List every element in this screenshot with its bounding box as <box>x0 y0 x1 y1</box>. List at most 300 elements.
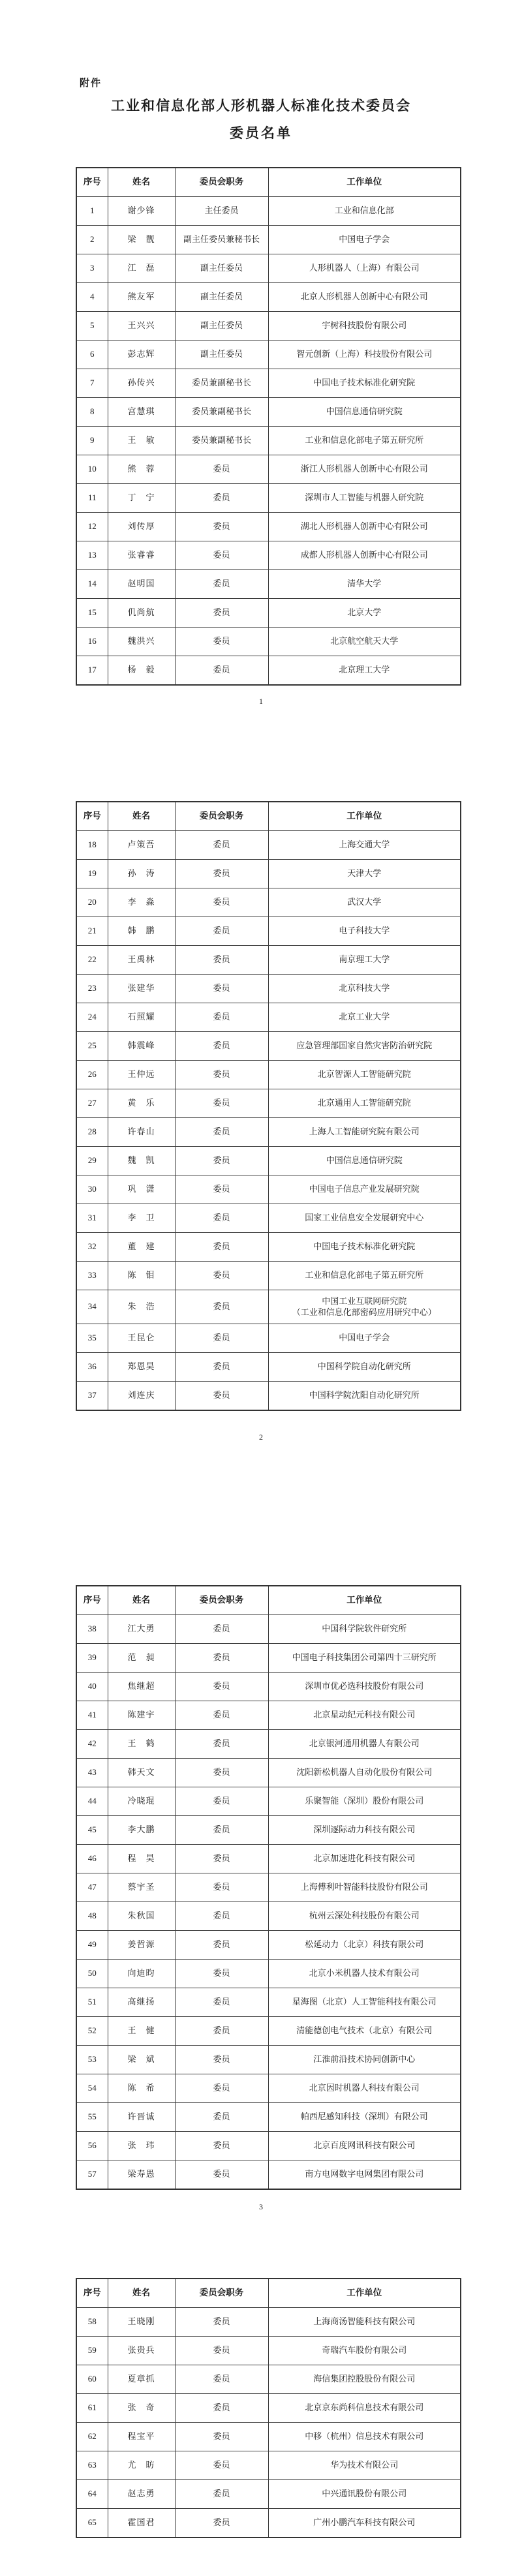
cell-name: 郑恩昊 <box>108 1353 175 1382</box>
cell-role: 委员 <box>175 1175 268 1204</box>
cell-no: 60 <box>76 2365 108 2394</box>
cell-org: 帕西尼感知科技（深圳）有限公司 <box>268 2103 461 2132</box>
cell-no: 37 <box>76 1382 108 1411</box>
cell-name: 彭志辉 <box>108 341 175 369</box>
table-row <box>76 513 461 541</box>
cell-name: 王 健 <box>108 2017 175 2046</box>
table-header-row <box>76 802 461 831</box>
member-table-page-3 <box>76 1585 461 2190</box>
cell-org: 海信集团控股股份有限公司 <box>268 2365 461 2394</box>
column-header-c-name: 姓名 <box>108 168 175 197</box>
cell-role: 委员 <box>175 1233 268 1262</box>
cell-org: 北京百度网讯科技有限公司 <box>268 2132 461 2160</box>
cell-org: 上海商汤智能科技有限公司 <box>268 2308 461 2337</box>
cell-name: 张贵兵 <box>108 2337 175 2365</box>
table-row <box>76 2451 461 2480</box>
cell-org: 智元创新（上海）科技股份有限公司 <box>268 341 461 369</box>
table-row <box>76 888 461 917</box>
cell-no: 23 <box>76 975 108 1003</box>
table-row <box>76 226 461 254</box>
page-number: 2 <box>259 1432 263 1442</box>
cell-no: 56 <box>76 2132 108 2160</box>
table-row <box>76 312 461 341</box>
cell-role: 委员 <box>175 2132 268 2160</box>
cell-org: 北京通用人工智能研究院 <box>268 1089 461 1118</box>
table-row <box>76 1061 461 1089</box>
cell-name: 王 鹤 <box>108 1730 175 1759</box>
cell-no: 5 <box>76 312 108 341</box>
cell-name: 孙 涛 <box>108 860 175 888</box>
table-row <box>76 1204 461 1233</box>
page-number: 3 <box>259 2202 263 2211</box>
cell-no: 26 <box>76 1061 108 1089</box>
doc-title: 工业和信息化部人形机器人标准化技术委员会 <box>111 98 411 114</box>
cell-no: 36 <box>76 1353 108 1382</box>
cell-org: 中国电子学会 <box>268 1324 461 1353</box>
cell-name: 梁 靓 <box>108 226 175 254</box>
cell-name: 李 卫 <box>108 1204 175 1233</box>
column-header-c-role: 委员会职务 <box>175 2279 268 2308</box>
cell-org: 中国电子技术标准化研究院 <box>268 1233 461 1262</box>
cell-org: 北京星动纪元科技有限公司 <box>268 1701 461 1730</box>
cell-role: 委员 <box>175 541 268 570</box>
cell-no: 39 <box>76 1644 108 1673</box>
table-row <box>76 369 461 398</box>
cell-org: 上海交通大学 <box>268 831 461 860</box>
column-header-c-org: 工作单位 <box>268 168 461 197</box>
org-line2: （工业和信息化部密码应用研究中心） <box>292 1307 437 1317</box>
cell-org: 中国信息通信研究院 <box>268 1147 461 1175</box>
table-row <box>76 1262 461 1290</box>
cell-role: 委员 <box>175 1204 268 1233</box>
cell-name: 王昆仑 <box>108 1324 175 1353</box>
cell-org: 杭州云深处科技股份有限公司 <box>268 1902 461 1931</box>
cell-role: 副主任委员 <box>175 283 268 312</box>
cell-name: 韩震峰 <box>108 1032 175 1061</box>
cell-no: 8 <box>76 398 108 427</box>
cell-no: 50 <box>76 1960 108 1988</box>
table-row <box>76 2046 461 2074</box>
cell-org: 中国电子技术标准化研究院 <box>268 369 461 398</box>
cell-role: 委员 <box>175 2103 268 2132</box>
cell-org: 中国电子信息产业发展研究院 <box>268 1175 461 1204</box>
table-row <box>76 1673 461 1701</box>
table-row <box>76 599 461 628</box>
cell-role: 委员 <box>175 2074 268 2103</box>
cell-name: 刘连庆 <box>108 1382 175 1411</box>
cell-org: 北京因时机器人科技有限公司 <box>268 2074 461 2103</box>
cell-org: 上海人工智能研究院有限公司 <box>268 1118 461 1147</box>
cell-org: 人形机器人（上海）有限公司 <box>268 254 461 283</box>
table-row <box>76 1988 461 2017</box>
cell-name: 陈 希 <box>108 2074 175 2103</box>
column-header-c-org: 工作单位 <box>268 2279 461 2308</box>
cell-role: 委员兼副秘书长 <box>175 369 268 398</box>
cell-role: 委员 <box>175 1845 268 1873</box>
cell-no: 35 <box>76 1324 108 1353</box>
table-row <box>76 831 461 860</box>
cell-no: 62 <box>76 2423 108 2451</box>
cell-no: 3 <box>76 254 108 283</box>
cell-no: 48 <box>76 1902 108 1931</box>
cell-no: 13 <box>76 541 108 570</box>
cell-name: 江大勇 <box>108 1615 175 1644</box>
cell-name: 李 淼 <box>108 888 175 917</box>
cell-name: 夏章抓 <box>108 2365 175 2394</box>
cell-no: 33 <box>76 1262 108 1290</box>
cell-no: 19 <box>76 860 108 888</box>
table-row <box>76 1353 461 1382</box>
cell-name: 尤 昉 <box>108 2451 175 2480</box>
cell-org: 应急管理部国家自然灾害防治研究院 <box>268 1032 461 1061</box>
cell-org: 深圳逐际动力科技有限公司 <box>268 1816 461 1845</box>
cell-no: 45 <box>76 1816 108 1845</box>
cell-no: 42 <box>76 1730 108 1759</box>
table-row <box>76 2394 461 2423</box>
cell-name: 黄 乐 <box>108 1089 175 1118</box>
cell-name: 程宝平 <box>108 2423 175 2451</box>
cell-org: 北京人形机器人创新中心有限公司 <box>268 283 461 312</box>
cell-role: 委员 <box>175 1960 268 1988</box>
cell-role: 委员 <box>175 2308 268 2337</box>
cell-org <box>268 1290 461 1324</box>
cell-no: 64 <box>76 2480 108 2509</box>
cell-no: 47 <box>76 1873 108 1902</box>
cell-no: 21 <box>76 917 108 946</box>
cell-role: 委员 <box>175 1089 268 1118</box>
cell-org: 中国信息通信研究院 <box>268 398 461 427</box>
cell-name: 梁 斌 <box>108 2046 175 2074</box>
cell-no: 57 <box>76 2160 108 2190</box>
cell-name: 张 玮 <box>108 2132 175 2160</box>
cell-role: 副主任委员 <box>175 312 268 341</box>
cell-name: 王禹林 <box>108 946 175 975</box>
cell-name: 程 昊 <box>108 1845 175 1873</box>
cell-name: 蔡宇圣 <box>108 1873 175 1902</box>
cell-org: 深圳市优必选科技股份有限公司 <box>268 1673 461 1701</box>
cell-name: 韩天文 <box>108 1759 175 1787</box>
cell-role: 委员 <box>175 513 268 541</box>
cell-no: 4 <box>76 283 108 312</box>
cell-role: 委员 <box>175 484 268 513</box>
cell-role: 委员 <box>175 888 268 917</box>
cell-name: 杨 毅 <box>108 656 175 686</box>
cell-no: 46 <box>76 1845 108 1873</box>
table-row <box>76 1118 461 1147</box>
table-row <box>76 1730 461 1759</box>
cell-role: 委员 <box>175 1902 268 1931</box>
column-header-c-no: 序号 <box>76 1586 108 1615</box>
cell-name: 卢策吾 <box>108 831 175 860</box>
cell-org: 工业和信息化部电子第五研究所 <box>268 427 461 455</box>
cell-org: 星海图（北京）人工智能科技有限公司 <box>268 1988 461 2017</box>
cell-org: 北京加速进化科技有限公司 <box>268 1845 461 1873</box>
cell-role: 委员 <box>175 2337 268 2365</box>
cell-name: 范 昶 <box>108 1644 175 1673</box>
table-row <box>76 341 461 369</box>
table-row <box>76 1032 461 1061</box>
cell-no: 9 <box>76 427 108 455</box>
table-row <box>76 628 461 656</box>
cell-no: 31 <box>76 1204 108 1233</box>
table-row <box>76 2308 461 2337</box>
cell-org: 浙江人形机器人创新中心有限公司 <box>268 455 461 484</box>
cell-name: 王仲远 <box>108 1061 175 1089</box>
cell-no: 14 <box>76 570 108 599</box>
cell-role: 委员 <box>175 1673 268 1701</box>
cell-name: 熊友军 <box>108 283 175 312</box>
page-number: 1 <box>259 697 263 706</box>
table-row <box>76 541 461 570</box>
cell-name: 姜哲源 <box>108 1931 175 1960</box>
org-line1: 中国工业互联网研究院 <box>322 1296 407 1307</box>
table-row <box>76 2017 461 2046</box>
table-row <box>76 2509 461 2538</box>
cell-no: 34 <box>76 1290 108 1324</box>
cell-role: 委员 <box>175 1147 268 1175</box>
cell-role: 委员 <box>175 2046 268 2074</box>
table-header-row <box>76 1586 461 1615</box>
cell-role: 委员 <box>175 1759 268 1787</box>
cell-org: 江淮前沿技术协同创新中心 <box>268 2046 461 2074</box>
cell-org: 中国科学院沈阳自动化研究所 <box>268 1382 461 1411</box>
cell-name: 王兴兴 <box>108 312 175 341</box>
cell-org: 工业和信息化部 <box>268 197 461 226</box>
table-row <box>76 975 461 1003</box>
cell-org: 工业和信息化部电子第五研究所 <box>268 1262 461 1290</box>
member-table-page-4 <box>76 2278 461 2538</box>
cell-no: 11 <box>76 484 108 513</box>
cell-no: 51 <box>76 1988 108 2017</box>
column-header-c-name: 姓名 <box>108 2279 175 2308</box>
cell-role: 委员 <box>175 1931 268 1960</box>
cell-name: 朱秋国 <box>108 1902 175 1931</box>
cell-no: 29 <box>76 1147 108 1175</box>
cell-org: 中国电子学会 <box>268 226 461 254</box>
cell-role: 副主任委员 <box>175 254 268 283</box>
cell-no: 40 <box>76 1673 108 1701</box>
column-header-c-role: 委员会职务 <box>175 802 268 831</box>
cell-role: 委员 <box>175 1615 268 1644</box>
cell-name: 冷晓琨 <box>108 1787 175 1816</box>
table-row <box>76 1816 461 1845</box>
cell-role: 委员 <box>175 2365 268 2394</box>
cell-name: 高继扬 <box>108 1988 175 2017</box>
cell-role: 委员 <box>175 656 268 686</box>
cell-no: 44 <box>76 1787 108 1816</box>
table-row <box>76 1931 461 1960</box>
cell-role: 委员 <box>175 1353 268 1382</box>
cell-no: 63 <box>76 2451 108 2480</box>
cell-org: 乐聚智能（深圳）股份有限公司 <box>268 1787 461 1816</box>
cell-org: 南京理工大学 <box>268 946 461 975</box>
cell-role: 主任委员 <box>175 197 268 226</box>
cell-name: 许晋诚 <box>108 2103 175 2132</box>
cell-role: 委员 <box>175 1644 268 1673</box>
cell-role: 委员 <box>175 975 268 1003</box>
cell-role: 委员 <box>175 1324 268 1353</box>
cell-name: 张建华 <box>108 975 175 1003</box>
table-row <box>76 946 461 975</box>
cell-no: 49 <box>76 1931 108 1960</box>
table-row <box>76 656 461 686</box>
table-row <box>76 1902 461 1931</box>
cell-role: 委员 <box>175 2423 268 2451</box>
cell-role: 委员 <box>175 1701 268 1730</box>
cell-name: 张睿睿 <box>108 541 175 570</box>
table-row <box>76 1960 461 1988</box>
cell-no: 15 <box>76 599 108 628</box>
cell-no: 53 <box>76 2046 108 2074</box>
cell-role: 委员 <box>175 1988 268 2017</box>
cell-name: 丁 宁 <box>108 484 175 513</box>
table-row <box>76 1089 461 1118</box>
cell-no: 59 <box>76 2337 108 2365</box>
table-row <box>76 2365 461 2394</box>
table-row <box>76 1787 461 1816</box>
cell-org: 北京京东尚科信息技术有限公司 <box>268 2394 461 2423</box>
cell-role: 委员 <box>175 2394 268 2423</box>
cell-no: 52 <box>76 2017 108 2046</box>
table-header-row <box>76 2279 461 2308</box>
cell-name: 刘传厚 <box>108 513 175 541</box>
cell-org: 中移（杭州）信息技术有限公司 <box>268 2423 461 2451</box>
column-header-c-no: 序号 <box>76 802 108 831</box>
table-header-row <box>76 168 461 197</box>
cell-name: 魏 凯 <box>108 1147 175 1175</box>
cell-org: 北京银河通用机器人有限公司 <box>268 1730 461 1759</box>
cell-name: 赵志勇 <box>108 2480 175 2509</box>
cell-name: 谢少锋 <box>108 197 175 226</box>
table-row <box>76 455 461 484</box>
doc-subtitle: 委员名单 <box>230 125 292 141</box>
cell-role: 委员 <box>175 917 268 946</box>
cell-role: 委员 <box>175 860 268 888</box>
cell-role: 委员 <box>175 2160 268 2190</box>
cell-org: 武汉大学 <box>268 888 461 917</box>
cell-no: 25 <box>76 1032 108 1061</box>
cell-org: 上海傅利叶智能科技股份有限公司 <box>268 1873 461 1902</box>
cell-role: 委员 <box>175 1290 268 1324</box>
table-row <box>76 917 461 946</box>
cell-no: 65 <box>76 2509 108 2538</box>
cell-role: 委员 <box>175 946 268 975</box>
cell-no: 38 <box>76 1615 108 1644</box>
cell-org: 南方电网数字电网集团有限公司 <box>268 2160 461 2190</box>
table-row <box>76 2074 461 2103</box>
cell-role: 副主任委员兼秘书长 <box>175 226 268 254</box>
column-header-c-role: 委员会职务 <box>175 168 268 197</box>
cell-no: 41 <box>76 1701 108 1730</box>
cell-org: 北京智源人工智能研究院 <box>268 1061 461 1089</box>
cell-org: 北京工业大学 <box>268 1003 461 1032</box>
cell-no: 20 <box>76 888 108 917</box>
column-header-c-no: 序号 <box>76 2279 108 2308</box>
cell-no: 58 <box>76 2308 108 2337</box>
cell-name: 焦继超 <box>108 1673 175 1701</box>
cell-role: 委员 <box>175 1816 268 1845</box>
table-row <box>76 2480 461 2509</box>
cell-name: 石照耀 <box>108 1003 175 1032</box>
cell-role: 委员 <box>175 455 268 484</box>
cell-name: 巩 潇 <box>108 1175 175 1204</box>
cell-role: 委员 <box>175 1032 268 1061</box>
cell-name: 朱 浩 <box>108 1290 175 1324</box>
cell-no: 6 <box>76 341 108 369</box>
cell-name: 陈 钼 <box>108 1262 175 1290</box>
cell-org: 中国电子科技集团公司第四十三研究所 <box>268 1644 461 1673</box>
cell-no: 17 <box>76 656 108 686</box>
cell-org: 清能德创电气技术（北京）有限公司 <box>268 2017 461 2046</box>
column-header-c-no: 序号 <box>76 168 108 197</box>
cell-no: 30 <box>76 1175 108 1204</box>
cell-name: 董 建 <box>108 1233 175 1262</box>
cell-name: 孙传兴 <box>108 369 175 398</box>
cell-role: 委员 <box>175 2509 268 2538</box>
cell-no: 55 <box>76 2103 108 2132</box>
column-header-c-role: 委员会职务 <box>175 1586 268 1615</box>
cell-org: 电子科技大学 <box>268 917 461 946</box>
cell-org: 沈阳新松机器人自动化股份有限公司 <box>268 1759 461 1787</box>
cell-no: 24 <box>76 1003 108 1032</box>
table-row <box>76 197 461 226</box>
cell-org: 北京科技大学 <box>268 975 461 1003</box>
cell-name: 霍国君 <box>108 2509 175 2538</box>
cell-role: 委员 <box>175 1061 268 1089</box>
table-row <box>76 484 461 513</box>
table-row <box>76 1873 461 1902</box>
cell-role: 委员 <box>175 1262 268 1290</box>
cell-no: 18 <box>76 831 108 860</box>
table-row <box>76 1003 461 1032</box>
cell-no: 16 <box>76 628 108 656</box>
table-row <box>76 1845 461 1873</box>
cell-name: 仉尚航 <box>108 599 175 628</box>
table-row <box>76 1175 461 1204</box>
table-row <box>76 2160 461 2190</box>
cell-no: 32 <box>76 1233 108 1262</box>
table-row <box>76 2132 461 2160</box>
table-row <box>76 1233 461 1262</box>
cell-role: 委员 <box>175 1003 268 1032</box>
column-header-c-name: 姓名 <box>108 1586 175 1615</box>
cell-role: 委员 <box>175 599 268 628</box>
cell-org: 北京理工大学 <box>268 656 461 686</box>
member-table-page-2 <box>76 801 461 1411</box>
cell-role: 副主任委员 <box>175 341 268 369</box>
cell-org: 北京大学 <box>268 599 461 628</box>
cell-name: 李大鹏 <box>108 1816 175 1845</box>
table-row <box>76 1382 461 1411</box>
cell-name: 陈建宇 <box>108 1701 175 1730</box>
attachment-label: 附件 <box>80 78 102 89</box>
cell-org: 奇瑞汽车股份有限公司 <box>268 2337 461 2365</box>
cell-no: 12 <box>76 513 108 541</box>
cell-org: 中国科学院自动化研究所 <box>268 1353 461 1382</box>
column-header-c-org: 工作单位 <box>268 1586 461 1615</box>
cell-name: 梁寿愚 <box>108 2160 175 2190</box>
table-row <box>76 1644 461 1673</box>
cell-no: 22 <box>76 946 108 975</box>
column-header-c-name: 姓名 <box>108 802 175 831</box>
cell-name: 赵明国 <box>108 570 175 599</box>
cell-no: 28 <box>76 1118 108 1147</box>
table-row <box>76 1759 461 1787</box>
column-header-c-org: 工作单位 <box>268 802 461 831</box>
cell-org: 国家工业信息安全发展研究中心 <box>268 1204 461 1233</box>
cell-org: 华为技术有限公司 <box>268 2451 461 2480</box>
table-row <box>76 2103 461 2132</box>
